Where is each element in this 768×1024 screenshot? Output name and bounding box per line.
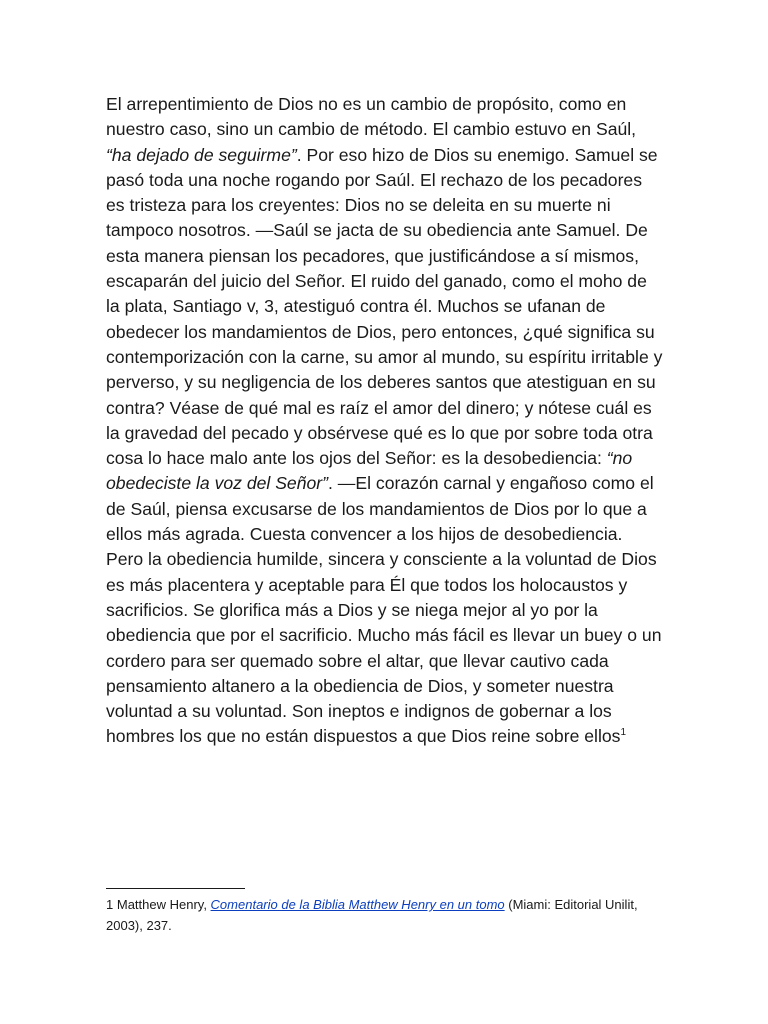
footnote-author: Matthew Henry, <box>116 897 211 912</box>
footnote-number: 1 <box>106 897 114 912</box>
footnote-reference[interactable]: 1 <box>620 727 626 739</box>
body-text-segment-3: . —El corazón carnal y engañoso como el de Saúl, piensa excusarse de los mandamientos de Dios por lo que a ellos más agrada. Cuesta convencer a los hijos de desobediencia. Pero la obediencia humilde, sincera y consciente a la voluntad de Dios es más placentera y aceptable para Él que todos los holocaustos y sacrificios. Se glorifica más a Dios y se niega mejor al yo por la obediencia que por el sacrificio. Mucho más fácil es llevar un buey o un cordero para ser quemado sobre el altar, que llevar cautivo cada pensamiento altanero a la obediencia de Dios, y someter nuestra voluntad a su voluntad. Son ineptos e indignos de gobernar a los hombres los que no están dispuestos a que Dios reine sobre ellos <box>106 473 662 747</box>
body-text-segment-2: . Por eso hizo de Dios su enemigo. Samuel se pasó toda una noche rogando por Saúl. El rechazo de los pecadores es tristeza para los creyentes: Dios no se deleita en su muerte ni tampoco nosotros. —Saúl se jacta de su obediencia ante Samuel. De esta manera piensan los pecadores, que justificándose a sí mismos, escaparán del juicio del Señor. El ruido del ganado, como el moho de la plata, Santiago v, 3, atestiguó contra él. Muchos se ufanan de obedecer los mandamientos de Dios, pero entonces, ¿qué significa su contemporización con la carne, su amor al mundo, su espíritu irritable y perverso, y su negligencia de los deberes santos que atestiguan en su contra? Véase de qué mal es raíz el amor del dinero; y nótese cuál es la gravedad del pecado y obsérvese qué es lo que por sobre toda otra cosa lo hace malo ante los ojos del Señor: es la desobediencia: <box>106 144 663 469</box>
quote-no-obedeciste: “no obedeciste la voz del Señor” <box>106 448 633 494</box>
footnote-separator <box>106 888 245 889</box>
footnote <box>106 894 666 936</box>
footnote-publication: (Miami: Editorial Unilit, 2003), 237. <box>106 897 638 933</box>
quote-ha-dejado: “ha dejado de seguirme” <box>106 144 297 165</box>
body-paragraph <box>106 92 664 750</box>
footnote-title-link[interactable]: Comentario de la Biblia Matthew Henry en un tomo <box>210 897 505 912</box>
body-text-segment-1: El arrepentimiento de Dios no es un cambio de propósito, como en nuestro caso, sino un cambio de método. El cambio estuvo en Saúl, <box>106 94 637 140</box>
